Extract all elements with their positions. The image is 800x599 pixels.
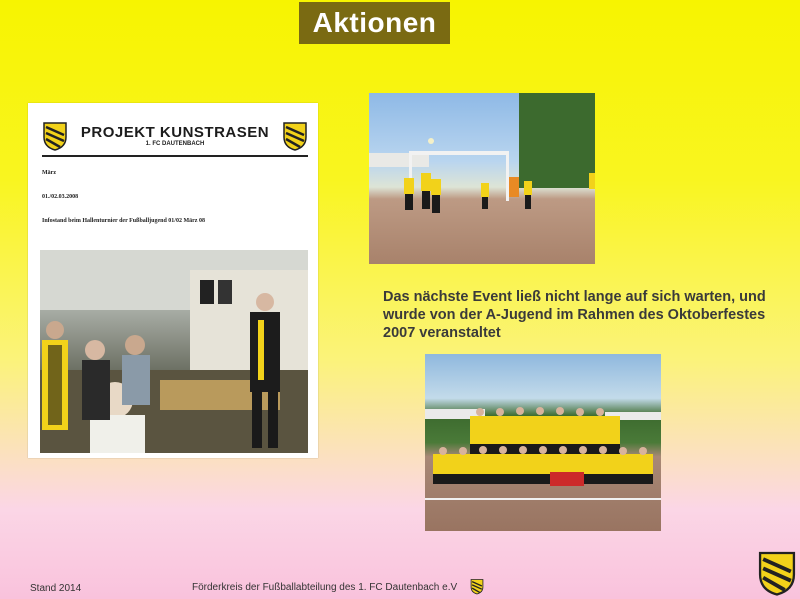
flyer-subtitle: 1. FC DAUTENBACH: [145, 140, 205, 147]
crest-icon: [42, 121, 68, 151]
flyer-rule: [42, 155, 308, 157]
team-photo: [425, 354, 661, 531]
flyer-document: [28, 103, 318, 458]
crest-icon: [757, 549, 797, 597]
flyer-date: 01./02.03.2008: [42, 194, 79, 200]
match-photo: [369, 93, 595, 264]
flyer-description: Infostand beim Hallenturnier der Fußballjugend 01/02 März 08: [42, 218, 205, 224]
flyer-month: März: [42, 170, 56, 176]
slide-caption: Das nächste Event ließ nicht lange auf sich warten, und wurde von der A-Jugend im Rahmen des Oktoberfestes 2007 veranstaltet: [383, 289, 766, 341]
infostand-photo: [40, 250, 308, 453]
footer-organization: Förderkreis der Fußballabteilung des 1. FC Dautenbach e.V: [192, 582, 458, 593]
crest-icon: [282, 121, 308, 151]
flyer-banner: [42, 121, 308, 151]
slide-title: Aktionen: [299, 2, 450, 44]
crest-icon: [470, 578, 484, 595]
flyer-title: PROJEKT KUNSTRASEN: [80, 123, 270, 141]
footer-date: Stand 2014: [30, 583, 82, 594]
